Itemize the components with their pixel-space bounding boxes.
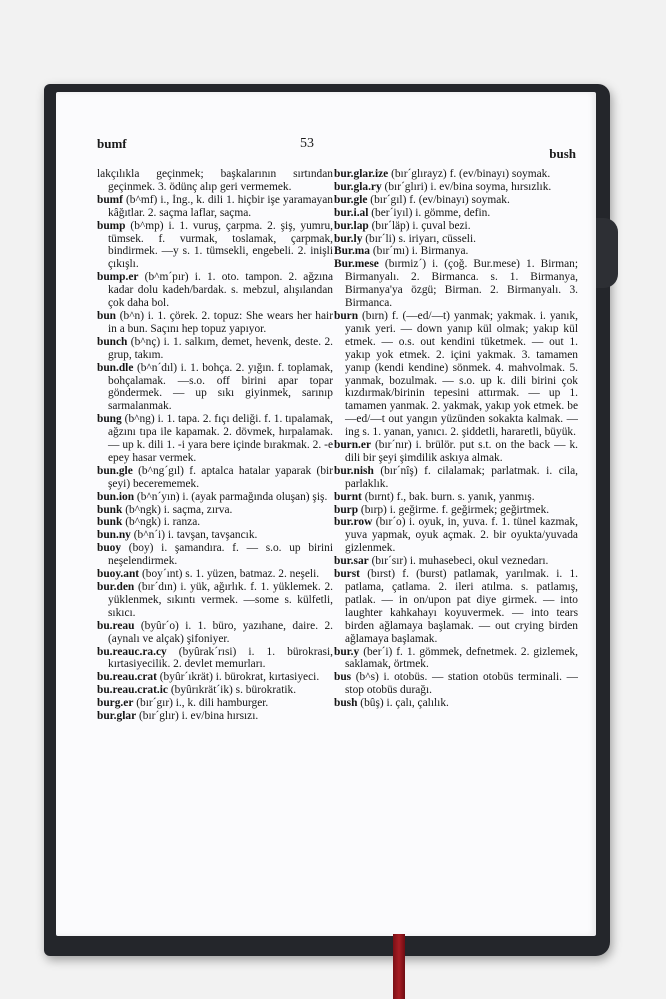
headword: burp	[334, 503, 359, 516]
headword: bur.lap	[334, 219, 369, 232]
headword: bur.den	[97, 581, 135, 593]
dictionary-entry	[97, 646, 333, 672]
definition: (b^s) i. otobüs. — station otobüs terminali. — stop otobüs durağı.	[345, 671, 578, 697]
definition: (bır´sır) i. muhasebeci, okul veznedarı.	[368, 555, 549, 568]
headword: buoy	[97, 542, 122, 555]
left-guide-word: bumf	[97, 136, 127, 151]
dictionary-entry	[334, 568, 578, 645]
headword: bur.glar.ize	[334, 168, 389, 180]
dictionary-entry	[97, 542, 333, 568]
right-guide-word: bush	[549, 146, 576, 161]
headword: bur.gle	[334, 193, 368, 206]
dictionary-entry	[97, 684, 333, 697]
dictionary-entry	[97, 465, 333, 491]
dictionary-entry	[334, 697, 578, 710]
dictionary-entry	[334, 181, 578, 194]
headword: Bur.ma	[334, 245, 370, 258]
dictionary-entry	[97, 336, 333, 362]
dictionary-entry	[334, 220, 578, 233]
headword: bu.reau.crat.ic	[97, 684, 168, 697]
dictionary-entry	[97, 516, 333, 529]
dictionary-entry	[97, 710, 333, 723]
headword: bush	[334, 697, 358, 710]
dictionary-entry	[97, 504, 333, 517]
dictionary-entry	[334, 465, 578, 491]
headword: bur.y	[334, 645, 360, 658]
page-number: 53	[300, 136, 314, 151]
headword: bun	[97, 309, 117, 322]
definition: (bır´glırayz) f. (ev/binayı) soymak.	[388, 168, 551, 180]
definition: (b^n´dıl) i. 1. bohça. 2. yığın. f. toplamak, bohçalamak. —s.o. off birini apar topar göndermek. — up sıkı giyinmek, sarınıp sarmalanmak.	[108, 361, 333, 413]
dictionary-entry	[334, 646, 578, 672]
definition: (ber´iyıl) i. gömme, defin.	[368, 206, 491, 219]
left-column	[97, 168, 333, 723]
headword: burg.er	[97, 697, 134, 710]
definition: (byûr´o) i. 1. büro, yazıhane, daire. 2. (aynalı ve alçak) şifoniyer.	[108, 619, 333, 645]
headword: burn.er	[334, 439, 372, 452]
headword: bu.reau	[97, 619, 135, 632]
definition: (bûş) i. çalı, çalılık.	[357, 697, 449, 710]
definition: (b^n) i. 1. çörek. 2. topuz: She wears her hair in a bun. Saçını hep topuz yapıyor.	[108, 309, 333, 335]
headword: bunk	[97, 516, 123, 529]
definition: (b^n´i) i. tavşan, tavşancık.	[130, 529, 258, 542]
headword: bun.gle	[97, 464, 133, 477]
headword: buoy.ant	[97, 568, 140, 581]
definition: (bır´li) s. iriyarı, cüsseli.	[362, 232, 476, 245]
definition: (bır´glır) i. ev/bina hırsızı.	[136, 710, 259, 723]
headword: bun.dle	[97, 361, 134, 374]
headword: bur.glar	[97, 710, 137, 723]
headword: bun.ny	[97, 529, 131, 542]
dictionary-entry	[97, 220, 333, 272]
cover-edge-tab	[594, 218, 618, 288]
right-column	[334, 168, 578, 710]
headword: bu.reauc.ra.cy	[97, 645, 167, 658]
definition: (bır´gır) i., k. dili hamburger.	[133, 697, 269, 710]
headword: bung	[97, 413, 122, 426]
dictionary-entry	[97, 168, 333, 194]
headword: bu.reau.crat	[97, 671, 157, 684]
headword: bur.ly	[334, 232, 363, 245]
dictionary-entry	[334, 555, 578, 568]
definition: (b^ngk) i. ranza.	[122, 516, 201, 529]
headword: bus	[334, 671, 352, 684]
headword: burn	[334, 309, 359, 322]
definition: (bır´gıl) f. (ev/binayı) soymak.	[367, 193, 510, 206]
dictionary-entry	[334, 168, 578, 181]
definition: (bırp) i. geğirme. f. geğirmek; geğirtmek.	[358, 503, 550, 516]
definition: (b^m´pır) i. 1. oto. tampon. 2. ağzına kadar dolu kadeh/bardak. s. mebzul, alışılandan çok daha bol.	[108, 271, 333, 310]
headword: bumf	[97, 193, 123, 206]
definition: (bır´läp) i. çuval bezi.	[368, 219, 471, 232]
definition: (byûrıkrät´ik) s. bürokratik.	[167, 684, 297, 697]
definition: (boy) i. şamandıra. f. — s.o. up birini neşelendirmek.	[108, 542, 333, 568]
dictionary-entry	[334, 439, 578, 465]
definition: (bır´nır) i. brülör. put s.t. on the back — k. dili bir şeyi şimdilik askıya almak.	[345, 439, 578, 464]
definition: (b^mp) i. 1. vuruş, çarpma. 2. şiş, yumru, tümsek. f. vurmak, toslamak, çarpmak, bindirmek. —y s. 1. tümsekli, engebeli. 2. inişli çıkışlı.	[108, 219, 333, 271]
dictionary-entry	[97, 529, 333, 542]
definition: (ber´i) f. 1. gömmek, defnetmek. 2. gizlemek, saklamak, örtmek.	[345, 645, 578, 671]
definition: (bırnt) f., bak. burn. s. yanık, yanmış.	[361, 490, 535, 503]
definition: (b^ng´gıl) f. aptalca hatalar yaparak (bir şeyi) becerememek.	[108, 464, 333, 490]
definition: (byûrak´rısi) i. 1. bürokrasi, kırtasiyecilik. 2. devlet memurları.	[108, 645, 333, 671]
dictionary-entry	[334, 233, 578, 246]
dictionary-entry	[334, 194, 578, 207]
definition: (bır´o) i. oyuk, in, yuva. f. 1. tünel kazmak, yuva yapmak, oyuk açmak. 2. bir oyukta/yuvada gizlenmek.	[345, 516, 578, 555]
headword: bunk	[97, 503, 123, 516]
definition: lakçılıkla geçinmek; başkalarının sırtından geçinmek. 3. ödünç alıp geri vermemek.	[97, 168, 333, 193]
headword: bun.ion	[97, 490, 135, 503]
dictionary-entry	[334, 207, 578, 220]
dictionary-entry	[97, 310, 333, 336]
definition: (bırmiz´) i. (çoğ. Bur.mese) 1. Birman; Birmanyalı. 2. Birmanca. s. 1. Birmanya, Birmanya'ya özgü; Birman. 2. Birmanyalı. 3. Birmanca.	[345, 258, 578, 310]
definition: (bırn) f. (—ed/—t) yanmak; yakmak. i. yanık, yanık yeri. — down yanıp kül olmak; yakıp kül etmek. — o.s. out kendini tüketmek. — out 1. yakıp yok etmek. 2. içini yakmak. 3. tamamen yanıp (kendi kendine) sönmek. 4. mahvolmak. 5. yanmak, bozulmak. — s.o. up k. dili birini çok kızdırmak/birinin tepesini attırmak. — up 1. tamamen yanmak. 2. yakmak, yakıp yok etmek. be —ed/—t out yangın yüzünden sokakta kalmak. —ing s. 1. yanan, yanıcı. 2. şiddetli, hararetli, büyük.	[345, 309, 578, 439]
definition: (bır´nîş) f. cilalamak; parlatmak. i. cila, parlaklık.	[345, 464, 578, 490]
dictionary-entry	[334, 245, 578, 258]
definition: (byûr´ıkrät) i. bürokrat, kırtasiyeci.	[156, 671, 320, 684]
definition: (b^mf) i., İng., k. dili 1. hiçbir işe yaramayan kâğıtlar. 2. saçma laflar, saçma.	[108, 193, 333, 219]
dictionary-entry	[334, 504, 578, 517]
dictionary-entry	[97, 362, 333, 414]
dictionary-entry	[97, 271, 333, 310]
dictionary-entry	[97, 697, 333, 710]
definition: (bır´glıri) i. ev/bina soyma, hırsızlık.	[381, 180, 552, 193]
dictionary-entry	[97, 491, 333, 504]
running-head	[56, 136, 596, 161]
dictionary-entry	[334, 671, 578, 697]
definition: (b^ng) i. 1. tapa. 2. fıçı deliği. f. 1. tıpalamak, ağzını tıpa ile kapamak. 2. dövmek, hırpalamak. — up k. dili 1. -i yara bere içinde bırakmak. 2. -e epey hasar vermek.	[108, 413, 333, 464]
definition: (bırst) f. (burst) patlamak, yarılmak. i. 1. patlama, çatlama. 2. ileri atılma. s. patlamış, patlak. — in on/upon pat diye girmek. — into laughter kahkahayı koyuvermek. — into tears birden ağlamaya başlamak. — out crying birden ağlamaya başlamak.	[345, 568, 578, 645]
headword: Bur.mese	[334, 258, 379, 271]
bookmark-ribbon	[393, 934, 405, 999]
headword: burnt	[334, 490, 362, 503]
headword: bur.row	[334, 516, 373, 529]
dictionary-entry	[97, 620, 333, 646]
definition: (bır´dın) i. yük, ağırlık. f. 1. yüklemek. 2. yüklenmek, sıkıntı vermek. —some s. külfetli, sıkıcı.	[108, 581, 333, 619]
definition: (boy´ınt) s. 1. yüzen, batmaz. 2. neşeli.	[139, 568, 320, 581]
headword: bur.i.al	[334, 206, 369, 219]
headword: bur.sar	[334, 555, 369, 568]
dictionary-entry	[334, 516, 578, 555]
dictionary-page	[56, 92, 596, 936]
headword: bump	[97, 219, 126, 232]
headword: bump.er	[97, 271, 139, 284]
headword: bunch	[97, 335, 128, 348]
dictionary-entry	[334, 258, 578, 310]
dictionary-entry	[97, 568, 333, 581]
dictionary-entry	[97, 194, 333, 220]
definition: (b^nç) i. 1. salkım, demet, hevenk, deste. 2. grup, takım.	[108, 335, 333, 361]
definition: (b^n´yın) i. (ayak parmağında oluşan) şiş.	[134, 490, 328, 503]
headword: bur.nish	[334, 464, 374, 477]
definition: (bır´mı) i. Birmanya.	[369, 245, 469, 258]
dictionary-entry	[97, 581, 333, 620]
headword: burst	[334, 568, 360, 581]
dictionary-entry	[334, 310, 578, 439]
dictionary-entry	[97, 413, 333, 465]
dictionary-entry	[97, 671, 333, 684]
definition: (b^ngk) i. saçma, zırva.	[122, 503, 233, 516]
dictionary-entry	[334, 491, 578, 504]
headword: bur.gla.ry	[334, 180, 382, 193]
